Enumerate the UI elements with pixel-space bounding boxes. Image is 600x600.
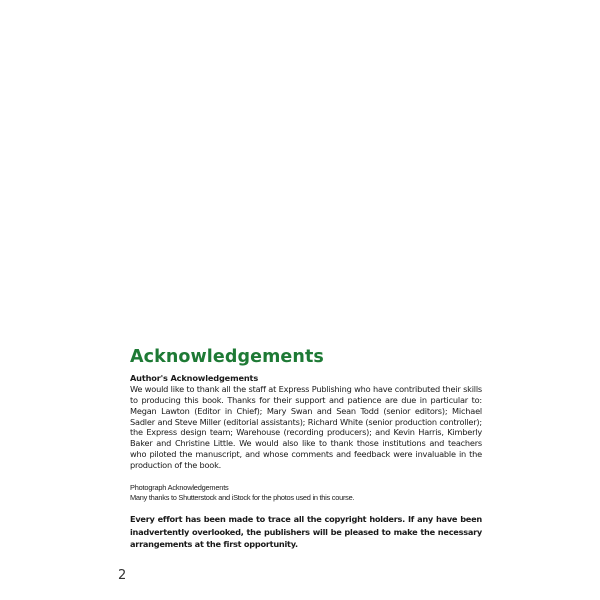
copyright-notice: Every effort has been made to trace all the copyright holders. If any have been inadvertently overlooked, the publishers will be pleased to make the necessary arrangements at the first opportunity. bbox=[130, 514, 482, 549]
page-number: 2 bbox=[118, 568, 127, 583]
authors-acknowledgements-heading: Author's Acknowledgements bbox=[130, 373, 259, 383]
page-title: Acknowledgements bbox=[130, 347, 324, 367]
photograph-acknowledgements bbox=[130, 483, 482, 503]
acknowledgements-section bbox=[130, 346, 482, 550]
photograph-acknowledgements-heading: Photograph Acknowledgements bbox=[130, 483, 229, 493]
authors-acknowledgements bbox=[130, 373, 482, 471]
photograph-acknowledgements-body: Many thanks to Shutterstock and iStock for the photos used in this course. bbox=[130, 493, 355, 503]
authors-acknowledgements-body: We would like to thank all the staff at Express Publishing who have contributed their skills to producing this book. Thanks for their support and patience are due in particular to: Megan Lawton (Editor in Chief); Mary Swan and Sean Todd (senior editors); Michael Sadler and Steve Miller (editorial assistants); Richard White (senior production controller); the Express design team; Warehouse (recording producers); and Kevin Harris, Kimberly Baker and Christine Little. We would also like to thank those institutions and teachers who piloted the manuscript, and whose comments and feedback were invaluable in the production of the book. bbox=[130, 383, 482, 471]
